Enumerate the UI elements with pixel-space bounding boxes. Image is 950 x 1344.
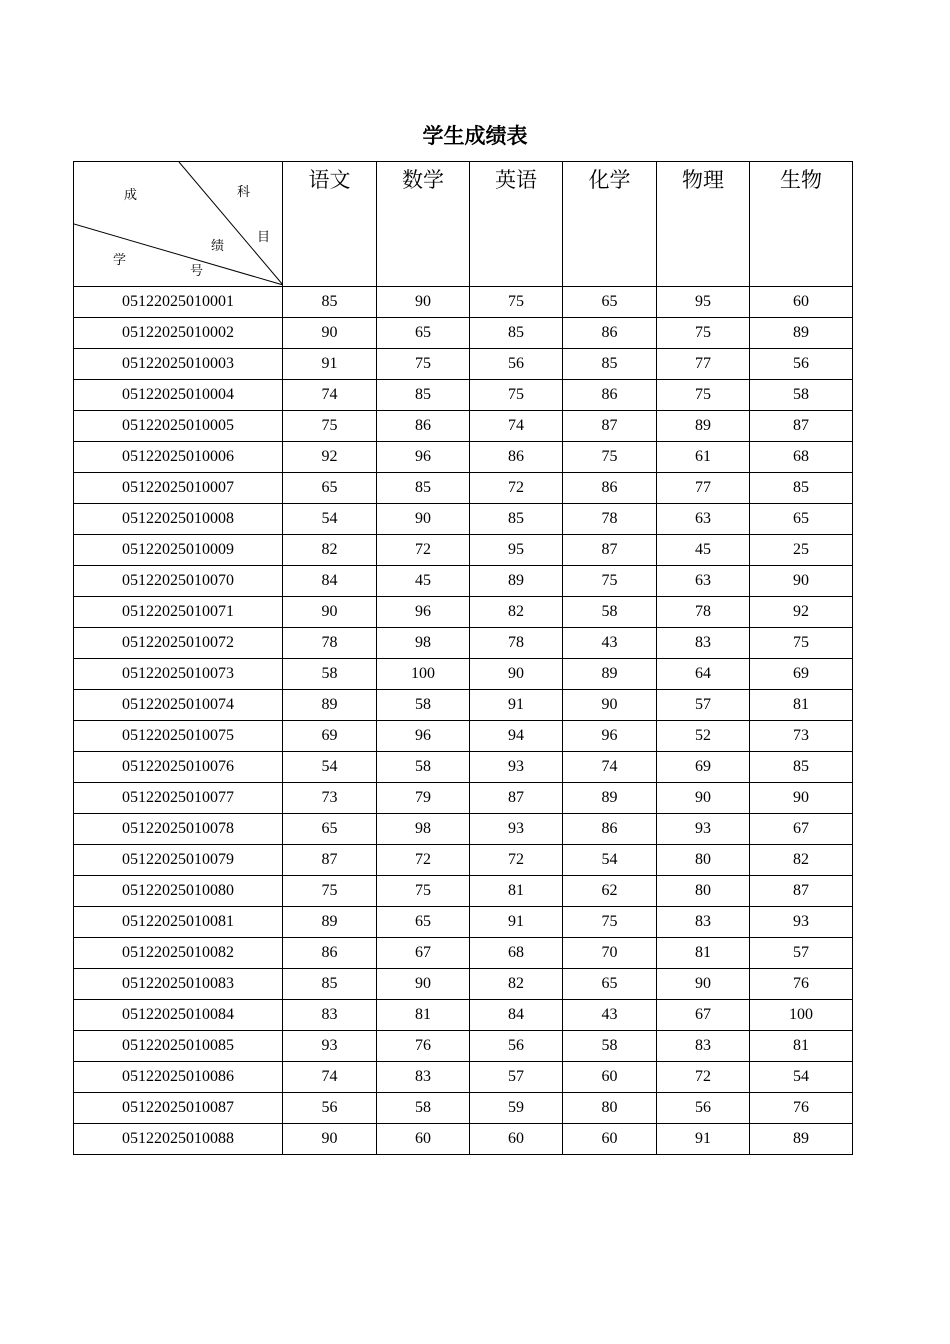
score-cell: 75: [657, 380, 750, 411]
table-row: [74, 287, 853, 318]
score-cell: 69: [283, 721, 377, 752]
student-id-cell: 05122025010002: [74, 318, 283, 349]
student-id-cell: 05122025010080: [74, 876, 283, 907]
score-cell: 63: [657, 504, 750, 535]
score-cell: 90: [750, 783, 853, 814]
score-cell: 76: [377, 1031, 470, 1062]
score-cell: 78: [283, 628, 377, 659]
score-cell: 90: [283, 1124, 377, 1155]
student-id-cell: 05122025010005: [74, 411, 283, 442]
score-cell: 63: [657, 566, 750, 597]
student-id-cell: 05122025010082: [74, 938, 283, 969]
score-cell: 85: [283, 287, 377, 318]
table-row: [74, 783, 853, 814]
table-row: [74, 442, 853, 473]
student-id-cell: 05122025010001: [74, 287, 283, 318]
score-cell: 93: [750, 907, 853, 938]
score-cell: 96: [377, 597, 470, 628]
score-cell: 57: [657, 690, 750, 721]
score-cell: 45: [657, 535, 750, 566]
score-cell: 96: [377, 442, 470, 473]
header-physics: 物理: [657, 162, 750, 287]
table-row: [74, 380, 853, 411]
score-cell: 81: [377, 1000, 470, 1031]
score-cell: 84: [470, 1000, 563, 1031]
score-cell: 64: [657, 659, 750, 690]
score-cell: 90: [377, 504, 470, 535]
score-cell: 52: [657, 721, 750, 752]
score-cell: 58: [377, 752, 470, 783]
score-cell: 89: [470, 566, 563, 597]
score-cell: 90: [657, 969, 750, 1000]
score-cell: 90: [657, 783, 750, 814]
header-row: [74, 162, 853, 287]
score-cell: 73: [283, 783, 377, 814]
score-cell: 75: [750, 628, 853, 659]
score-cell: 90: [283, 318, 377, 349]
score-cell: 85: [283, 969, 377, 1000]
score-cell: 78: [563, 504, 657, 535]
score-cell: 60: [470, 1124, 563, 1155]
table-row: [74, 845, 853, 876]
table-body: [74, 287, 853, 1155]
score-cell: 73: [750, 721, 853, 752]
score-cell: 92: [750, 597, 853, 628]
score-cell: 75: [377, 349, 470, 380]
score-cell: 74: [563, 752, 657, 783]
student-id-cell: 05122025010081: [74, 907, 283, 938]
score-cell: 83: [377, 1062, 470, 1093]
table-row: [74, 504, 853, 535]
student-id-cell: 05122025010009: [74, 535, 283, 566]
diag-label-cheng: 成: [124, 188, 138, 203]
score-cell: 78: [470, 628, 563, 659]
score-cell: 95: [657, 287, 750, 318]
score-cell: 65: [283, 814, 377, 845]
score-cell: 87: [563, 535, 657, 566]
score-cell: 58: [377, 1093, 470, 1124]
score-cell: 81: [750, 1031, 853, 1062]
student-id-cell: 05122025010006: [74, 442, 283, 473]
score-cell: 68: [750, 442, 853, 473]
score-cell: 78: [657, 597, 750, 628]
score-cell: 58: [563, 1031, 657, 1062]
table-row: [74, 1124, 853, 1155]
score-cell: 86: [563, 814, 657, 845]
score-cell: 83: [657, 628, 750, 659]
student-id-cell: 05122025010083: [74, 969, 283, 1000]
score-cell: 60: [563, 1124, 657, 1155]
diag-label-xue: 学: [113, 253, 127, 268]
diagonal-lines: [74, 162, 283, 285]
score-cell: 65: [377, 318, 470, 349]
header-math: 数学: [377, 162, 470, 287]
score-cell: 87: [283, 845, 377, 876]
score-cell: 74: [283, 380, 377, 411]
score-cell: 81: [750, 690, 853, 721]
score-cell: 58: [283, 659, 377, 690]
score-cell: 93: [470, 814, 563, 845]
score-cell: 67: [657, 1000, 750, 1031]
score-cell: 91: [657, 1124, 750, 1155]
score-cell: 89: [563, 783, 657, 814]
header-biology: 生物: [750, 162, 853, 287]
score-cell: 81: [470, 876, 563, 907]
score-cell: 100: [750, 1000, 853, 1031]
score-cell: 85: [470, 318, 563, 349]
score-cell: 75: [377, 876, 470, 907]
header-english: 英语: [470, 162, 563, 287]
score-cell: 89: [750, 318, 853, 349]
student-id-cell: 05122025010077: [74, 783, 283, 814]
score-cell: 87: [750, 411, 853, 442]
student-id-cell: 05122025010072: [74, 628, 283, 659]
score-cell: 94: [470, 721, 563, 752]
score-cell: 82: [470, 597, 563, 628]
score-cell: 85: [377, 380, 470, 411]
score-cell: 93: [283, 1031, 377, 1062]
score-cell: 56: [657, 1093, 750, 1124]
score-cell: 65: [563, 287, 657, 318]
score-cell: 85: [470, 504, 563, 535]
table-row: [74, 535, 853, 566]
table-row: [74, 721, 853, 752]
score-cell: 86: [563, 473, 657, 504]
score-cell: 82: [750, 845, 853, 876]
score-cell: 69: [750, 659, 853, 690]
score-cell: 58: [563, 597, 657, 628]
score-cell: 67: [750, 814, 853, 845]
score-cell: 85: [377, 473, 470, 504]
score-cell: 56: [283, 1093, 377, 1124]
table-row: [74, 938, 853, 969]
score-cell: 81: [657, 938, 750, 969]
score-cell: 89: [563, 659, 657, 690]
score-cell: 87: [470, 783, 563, 814]
score-cell: 86: [377, 411, 470, 442]
score-cell: 80: [657, 876, 750, 907]
student-id-cell: 05122025010088: [74, 1124, 283, 1155]
score-cell: 65: [283, 473, 377, 504]
score-cell: 90: [283, 597, 377, 628]
score-cell: 60: [750, 287, 853, 318]
score-cell: 57: [470, 1062, 563, 1093]
table-row: [74, 1062, 853, 1093]
score-cell: 89: [750, 1124, 853, 1155]
student-id-cell: 05122025010085: [74, 1031, 283, 1062]
score-cell: 75: [283, 876, 377, 907]
grades-table: [73, 161, 853, 1155]
student-id-cell: 05122025010076: [74, 752, 283, 783]
score-cell: 54: [283, 504, 377, 535]
table-row: [74, 411, 853, 442]
score-cell: 91: [470, 690, 563, 721]
score-cell: 91: [470, 907, 563, 938]
table-row: [74, 597, 853, 628]
score-cell: 93: [657, 814, 750, 845]
table-row: [74, 1093, 853, 1124]
score-cell: 56: [470, 1031, 563, 1062]
score-cell: 58: [750, 380, 853, 411]
score-cell: 45: [377, 566, 470, 597]
score-cell: 93: [470, 752, 563, 783]
score-cell: 57: [750, 938, 853, 969]
score-cell: 72: [657, 1062, 750, 1093]
score-cell: 72: [470, 473, 563, 504]
diag-label-hao: 号: [190, 264, 204, 279]
table-row: [74, 814, 853, 845]
student-id-cell: 05122025010079: [74, 845, 283, 876]
score-cell: 54: [750, 1062, 853, 1093]
score-cell: 75: [283, 411, 377, 442]
score-cell: 85: [750, 752, 853, 783]
score-cell: 74: [470, 411, 563, 442]
score-cell: 72: [377, 535, 470, 566]
table-row: [74, 659, 853, 690]
student-id-cell: 05122025010074: [74, 690, 283, 721]
score-cell: 85: [563, 349, 657, 380]
score-cell: 87: [750, 876, 853, 907]
score-cell: 79: [377, 783, 470, 814]
header-chinese: 语文: [283, 162, 377, 287]
student-id-cell: 05122025010008: [74, 504, 283, 535]
student-id-cell: 05122025010070: [74, 566, 283, 597]
score-cell: 83: [657, 907, 750, 938]
score-cell: 89: [657, 411, 750, 442]
diag-label-ke: 科: [237, 185, 251, 200]
student-id-cell: 05122025010075: [74, 721, 283, 752]
score-cell: 68: [470, 938, 563, 969]
score-cell: 90: [377, 969, 470, 1000]
score-cell: 75: [657, 318, 750, 349]
score-cell: 85: [750, 473, 853, 504]
table-row: [74, 876, 853, 907]
score-cell: 43: [563, 628, 657, 659]
table-row: [74, 473, 853, 504]
score-cell: 65: [563, 969, 657, 1000]
score-cell: 60: [377, 1124, 470, 1155]
table-row: [74, 907, 853, 938]
score-cell: 90: [377, 287, 470, 318]
score-cell: 56: [470, 349, 563, 380]
score-cell: 61: [657, 442, 750, 473]
score-cell: 96: [377, 721, 470, 752]
score-cell: 75: [563, 907, 657, 938]
score-cell: 54: [283, 752, 377, 783]
score-cell: 98: [377, 628, 470, 659]
score-cell: 54: [563, 845, 657, 876]
diag-label-mu: 目: [257, 230, 271, 245]
student-id-cell: 05122025010004: [74, 380, 283, 411]
student-id-cell: 05122025010071: [74, 597, 283, 628]
score-cell: 83: [657, 1031, 750, 1062]
score-cell: 75: [470, 380, 563, 411]
table-row: [74, 969, 853, 1000]
table-row: [74, 1000, 853, 1031]
score-cell: 58: [377, 690, 470, 721]
score-cell: 43: [563, 1000, 657, 1031]
score-cell: 77: [657, 473, 750, 504]
score-cell: 65: [377, 907, 470, 938]
score-cell: 69: [657, 752, 750, 783]
table-row: [74, 752, 853, 783]
student-id-cell: 05122025010073: [74, 659, 283, 690]
student-id-cell: 05122025010078: [74, 814, 283, 845]
score-cell: 82: [283, 535, 377, 566]
score-cell: 70: [563, 938, 657, 969]
score-cell: 75: [563, 566, 657, 597]
score-cell: 86: [563, 380, 657, 411]
score-cell: 87: [563, 411, 657, 442]
diagonal-header-cell: [74, 162, 283, 287]
score-cell: 80: [563, 1093, 657, 1124]
score-cell: 86: [563, 318, 657, 349]
score-cell: 83: [283, 1000, 377, 1031]
student-id-cell: 05122025010084: [74, 1000, 283, 1031]
student-id-cell: 05122025010007: [74, 473, 283, 504]
score-cell: 76: [750, 969, 853, 1000]
score-cell: 90: [750, 566, 853, 597]
page-title: 学生成绩表: [422, 124, 528, 148]
score-cell: 77: [657, 349, 750, 380]
score-cell: 74: [283, 1062, 377, 1093]
score-cell: 72: [377, 845, 470, 876]
student-id-cell: 05122025010087: [74, 1093, 283, 1124]
student-id-cell: 05122025010086: [74, 1062, 283, 1093]
table-row: [74, 628, 853, 659]
score-cell: 82: [470, 969, 563, 1000]
score-cell: 95: [470, 535, 563, 566]
score-cell: 56: [750, 349, 853, 380]
score-cell: 59: [470, 1093, 563, 1124]
score-cell: 89: [283, 690, 377, 721]
table-row: [74, 318, 853, 349]
score-cell: 75: [470, 287, 563, 318]
score-cell: 84: [283, 566, 377, 597]
score-cell: 80: [657, 845, 750, 876]
score-cell: 90: [470, 659, 563, 690]
score-cell: 67: [377, 938, 470, 969]
table-row: [74, 1031, 853, 1062]
score-cell: 76: [750, 1093, 853, 1124]
score-cell: 62: [563, 876, 657, 907]
score-cell: 65: [750, 504, 853, 535]
diag-label-ji: 绩: [211, 239, 225, 254]
score-cell: 100: [377, 659, 470, 690]
score-cell: 98: [377, 814, 470, 845]
score-cell: 86: [470, 442, 563, 473]
score-cell: 89: [283, 907, 377, 938]
score-cell: 60: [563, 1062, 657, 1093]
score-cell: 86: [283, 938, 377, 969]
student-id-cell: 05122025010003: [74, 349, 283, 380]
header-chemistry: 化学: [563, 162, 657, 287]
score-cell: 96: [563, 721, 657, 752]
table-row: [74, 690, 853, 721]
score-cell: 75: [563, 442, 657, 473]
score-cell: 90: [563, 690, 657, 721]
table-row: [74, 566, 853, 597]
score-cell: 25: [750, 535, 853, 566]
table-row: [74, 349, 853, 380]
score-cell: 91: [283, 349, 377, 380]
score-cell: 92: [283, 442, 377, 473]
score-cell: 72: [470, 845, 563, 876]
